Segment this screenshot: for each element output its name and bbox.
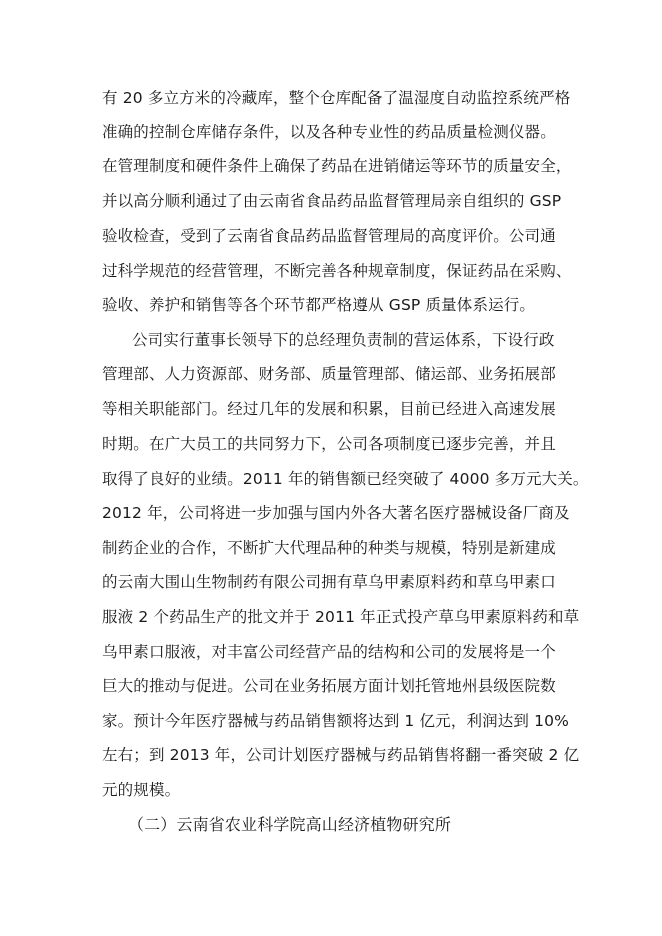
paragraph-1-line-3: 在管理制度和硬件条件上确保了药品在进销储运等环节的质量安全， (102, 157, 572, 175)
paragraph-2-line-14: 元的规模。 (102, 781, 181, 799)
paragraph-2-line-13: 左右；到 2013 年，公司计划医疗器械与药品销售将翻一番突破 2 亿 (102, 746, 580, 764)
paragraph-2-line-9: 服液 2 个药品生产的批文并于 2011 年正式投产草乌甲素原料药和草 (102, 608, 580, 626)
paragraph-1-line-1: 有 20 多立方米的冷藏库，整个仓库配备了温湿度自动监控系统严格 (102, 89, 571, 107)
paragraph-2-line-4: 时期。在广大员工的共同努力下，公司各项制度已逐步完善，并且 (102, 435, 556, 453)
paragraph-2-line-3: 等相关职能部门。经过几年的发展和积累，目前已经进入高速发展 (102, 400, 556, 418)
paragraph-1-line-7: 验收、养护和销售等各个环节都严格遵从 GSP 质量体系运行。 (102, 296, 536, 314)
paragraph-1-line-2: 准确的控制仓库储存条件，以及各种专业性的药品质量检测仪器。 (102, 123, 556, 141)
paragraph-2-line-6: 2012 年，公司将进一步加强与国内外各大著名医疗器械设备厂商及 (102, 504, 570, 522)
paragraph-2-line-1: 公司实行董事长领导下的总经理负责制的营运体系，下设行政 (132, 331, 555, 349)
paragraph-2-line-7: 制药企业的合作，不断扩大代理品种的种类与规模，特别是新建成 (102, 539, 556, 557)
paragraph-2-line-8: 的云南大围山生物制药有限公司拥有草乌甲素原料药和草乌甲素口 (102, 573, 556, 591)
section-heading: （二）云南省农业科学院高山经济植物研究所 (128, 815, 452, 834)
paragraph-2-line-5: 取得了良好的业绩。2011 年的销售额已经突破了 4000 多万元大关。 (102, 470, 589, 488)
paragraph-1-line-4: 并以高分顺利通过了由云南省食品药品监督管理局亲自组织的 GSP (102, 192, 562, 210)
paragraph-2-line-12: 家。预计今年医疗器械与药品销售额将达到 1 亿元，利润达到 10% (102, 712, 570, 730)
paragraph-2-line-2: 管理部、人力资源部、财务部、质量管理部、储运部、业务拓展部 (102, 365, 556, 383)
paragraph-1-line-6: 过科学规范的经营管理，不断完善各种规章制度，保证药品在采购、 (102, 262, 572, 280)
paragraph-2-line-10: 乌甲素口服液，对丰富公司经营产品的结构和公司的发展将是一个 (102, 643, 556, 661)
paragraph-1-line-5: 验收检查，受到了云南省食品药品监督管理局的高度评价。公司通 (102, 227, 556, 245)
paragraph-2-line-11: 巨大的推动与促进。公司在业务拓展方面计划托管地州县级医院数 (102, 677, 556, 695)
